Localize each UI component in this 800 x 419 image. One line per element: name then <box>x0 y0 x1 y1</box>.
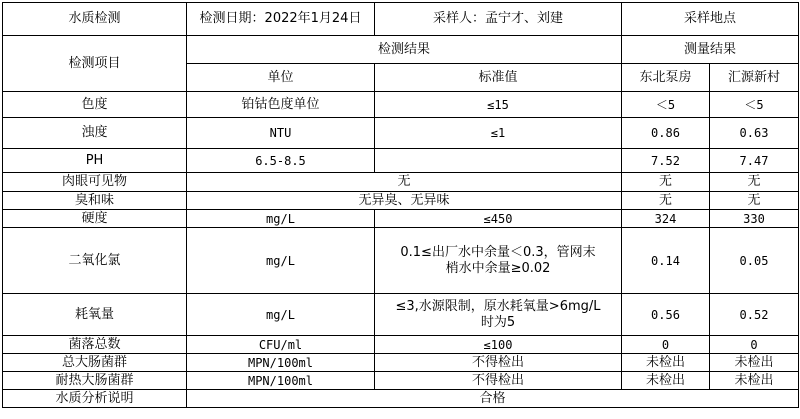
item-cell: 二氧化氯 <box>3 228 187 294</box>
site2-value: 无 <box>710 192 799 210</box>
site1-value: 7.52 <box>622 149 710 173</box>
item-cell: 色度 <box>3 92 187 118</box>
site1-value: 无 <box>622 173 710 192</box>
standard-cell: 无 <box>187 173 622 192</box>
standard-line: 0.1≤出厂水中余量＜0.3，管网末 <box>400 244 596 260</box>
standard-line: 梢水中余量≥0.02 <box>445 260 551 276</box>
table-row <box>3 149 799 173</box>
item-column-header: 检测项目 <box>3 36 187 92</box>
site1-column-header: 东北泵房 <box>622 64 710 92</box>
sampler-cell: 采样人：孟宁才、刘建 <box>375 3 622 36</box>
site1-value: 未检出 <box>622 354 710 372</box>
result-group-header: 检测结果 <box>187 36 622 64</box>
site2-value: 330 <box>710 210 799 228</box>
standard-cell <box>375 228 622 294</box>
site1-value: 0.14 <box>622 228 710 294</box>
standard-cell: ≤1 <box>375 118 622 149</box>
footer-label: 水质分析说明 <box>3 390 187 408</box>
table-row <box>3 173 799 192</box>
standard-cell: ≤15 <box>375 92 622 118</box>
footer-row <box>3 390 799 408</box>
site1-value: 0.56 <box>622 294 710 336</box>
table-row <box>3 192 799 210</box>
date-cell: 检测日期：2022年1月24日 <box>187 3 375 36</box>
item-cell: PH <box>3 149 187 173</box>
title-cell: 水质检测 <box>3 3 187 36</box>
standard-line: ≤3,水源限制，原水耗氧量>6mg/L <box>395 298 601 314</box>
unit-cell: MPN/100ml <box>187 354 375 372</box>
site1-value: 324 <box>622 210 710 228</box>
site1-value: 未检出 <box>622 372 710 390</box>
water-quality-table <box>2 2 799 408</box>
item-cell: 臭和味 <box>3 192 187 210</box>
site2-value: 0.05 <box>710 228 799 294</box>
site2-value: 未检出 <box>710 372 799 390</box>
measure-group-header: 测量结果 <box>622 36 799 64</box>
standard-cell: ≤100 <box>375 336 622 354</box>
standard-cell: 不得检出 <box>375 354 622 372</box>
item-cell: 耗氧量 <box>3 294 187 336</box>
table-row <box>3 228 799 294</box>
site1-value: 0.86 <box>622 118 710 149</box>
item-cell: 肉眼可见物 <box>3 173 187 192</box>
item-cell: 硬度 <box>3 210 187 228</box>
site2-value: 0 <box>710 336 799 354</box>
unit-cell: 铂钴色度单位 <box>187 92 375 118</box>
site2-value: 7.47 <box>710 149 799 173</box>
table-row <box>3 92 799 118</box>
unit-cell: mg/L <box>187 228 375 294</box>
table-row <box>3 354 799 372</box>
unit-cell: MPN/100ml <box>187 372 375 390</box>
table-row <box>3 294 799 336</box>
site1-value: 无 <box>622 192 710 210</box>
footer-value: 合格 <box>187 390 799 408</box>
site2-value: ＜5 <box>710 92 799 118</box>
standard-cell: 无异臭、无异味 <box>187 192 622 210</box>
table-row <box>3 118 799 149</box>
unit-cell: NTU <box>187 118 375 149</box>
site1-value: 0 <box>622 336 710 354</box>
site2-value: 未检出 <box>710 354 799 372</box>
unit-column-header: 单位 <box>187 64 375 92</box>
location-header-cell: 采样地点 <box>622 3 799 36</box>
site1-value: ＜5 <box>622 92 710 118</box>
item-cell: 浊度 <box>3 118 187 149</box>
header-row <box>3 3 799 36</box>
table-row <box>3 372 799 390</box>
group-header-row <box>3 36 799 64</box>
unit-cell: CFU/ml <box>187 336 375 354</box>
standard-cell <box>375 149 622 173</box>
table-row <box>3 336 799 354</box>
item-cell: 菌落总数 <box>3 336 187 354</box>
unit-cell: mg/L <box>187 294 375 336</box>
unit-cell: 6.5-8.5 <box>187 149 375 173</box>
site2-column-header: 汇源新村 <box>710 64 799 92</box>
table-row <box>3 210 799 228</box>
standard-cell: 不得检出 <box>375 372 622 390</box>
site2-value: 0.52 <box>710 294 799 336</box>
site2-value: 0.63 <box>710 118 799 149</box>
unit-cell: mg/L <box>187 210 375 228</box>
standard-line: 时为5 <box>480 314 516 330</box>
item-cell: 总大肠菌群 <box>3 354 187 372</box>
standard-cell: ≤450 <box>375 210 622 228</box>
site2-value: 无 <box>710 173 799 192</box>
standard-column-header: 标准值 <box>375 64 622 92</box>
standard-cell <box>375 294 622 336</box>
item-cell: 耐热大肠菌群 <box>3 372 187 390</box>
